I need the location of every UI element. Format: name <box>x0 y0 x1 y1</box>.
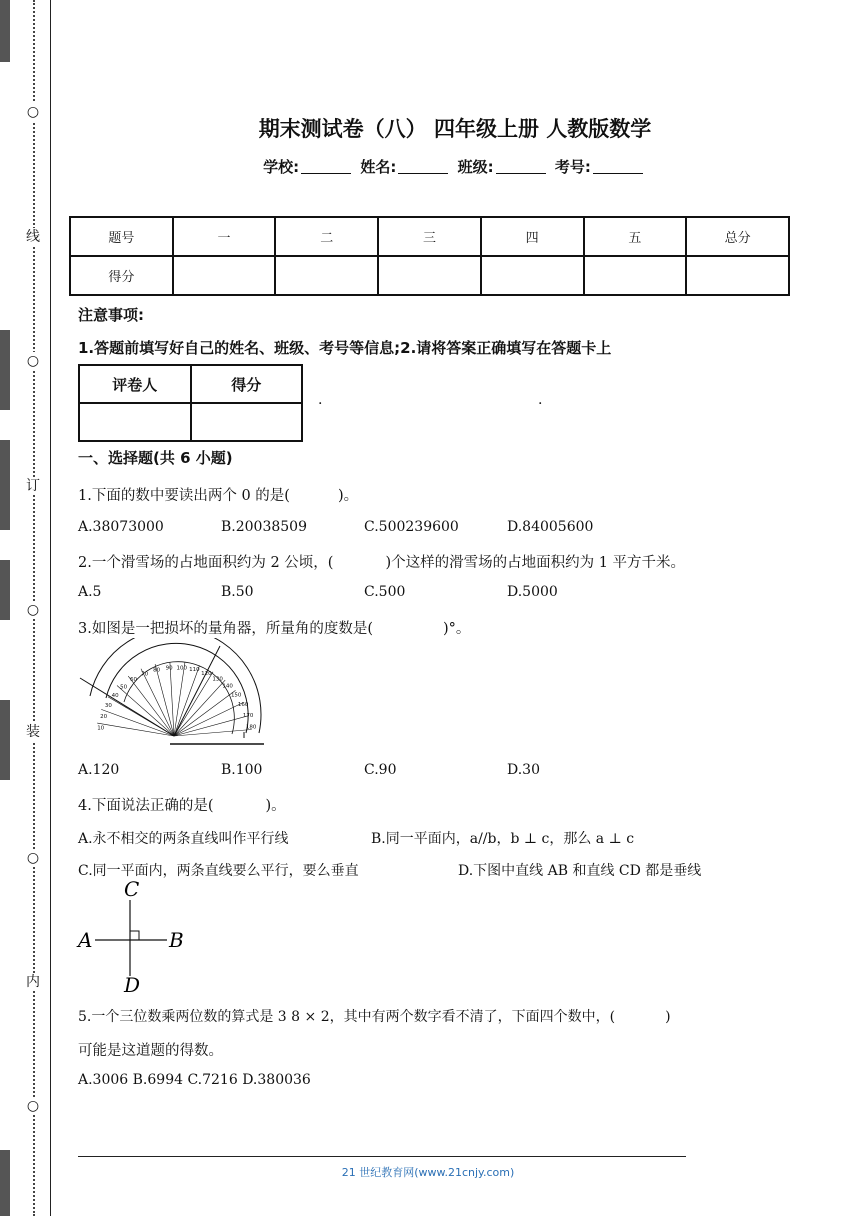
exam-number-blank[interactable] <box>593 159 643 174</box>
notes-heading: 注意事项: <box>78 306 144 324</box>
name-label: 姓名: <box>360 158 397 176</box>
score-header-cell: 总分 <box>686 217 789 256</box>
q2-option-a: A.5 <box>78 584 102 600</box>
score-header-cell: 一 <box>173 217 276 256</box>
perpendicular-lines-figure <box>76 878 192 996</box>
grader-header-cell: 评卷人 <box>79 365 191 403</box>
margin-circle: ○ <box>23 103 43 121</box>
score-cell[interactable] <box>584 256 687 295</box>
q4-option-b: B.同一平面内，a//b，b ⊥ c，那么 a ⊥ c <box>371 831 635 847</box>
label-b: B <box>169 928 184 952</box>
margin-bar <box>0 330 10 410</box>
protractor-ray <box>128 676 174 736</box>
score-cell[interactable] <box>686 256 789 295</box>
protractor-ray <box>174 690 236 736</box>
label-c: C <box>124 878 140 901</box>
protractor-tick-label: 40 <box>111 693 119 700</box>
question-stem: 3.如图是一把损坏的量角器，所量角的度数是( <box>78 621 373 637</box>
question-stem-end: )。 <box>337 488 359 504</box>
right-angle-mark <box>130 931 139 940</box>
grader-cell[interactable] <box>79 403 191 441</box>
margin-char-ding: 订 <box>23 477 43 495</box>
question-stem-end: )。 <box>265 798 286 814</box>
notes-text: 1.答题前填写好自己的姓名、班级、考号等信息;2.请将答案正确填写在答题卡上 <box>78 339 612 357</box>
protractor-tick-label: 140 <box>222 683 233 690</box>
protractor-tick-label: 160 <box>237 702 249 709</box>
q3-option-a: A.120 <box>78 762 120 778</box>
protractor-tick-label: 180 <box>245 724 257 731</box>
margin-char-nei: 内 <box>23 973 43 991</box>
q4-option-a: A.永不相交的两条直线叫作平行线 <box>78 831 289 847</box>
protractor-tick-label: 50 <box>120 684 128 691</box>
protractor-tick-label: 100 <box>176 665 188 672</box>
protractor-tick-label: 150 <box>230 692 242 699</box>
q1-option-b: B.20038509 <box>221 519 307 535</box>
q2-option-c: C.500 <box>364 584 406 600</box>
question-stem-end: ) <box>665 1009 671 1025</box>
margin-circle: ○ <box>23 601 43 619</box>
grader-table <box>78 364 303 442</box>
stray-dot: . <box>318 392 323 408</box>
margin-bar <box>0 440 10 530</box>
q5-options: A.3006 B.6994 C.7216 D.380036 <box>78 1072 311 1088</box>
score-table-score-row <box>70 256 789 295</box>
protractor-tick-label: 10 <box>97 725 105 732</box>
binding-margin <box>0 0 51 1216</box>
question-stem: 5.一个三位数乘两位数的算式是 3 8 × 2，其中有两个数字看不清了，下面四个数中，( <box>78 1009 616 1025</box>
q2-option-b: B.50 <box>221 584 254 600</box>
protractor-tick-label: 30 <box>104 703 112 709</box>
question-1 <box>78 484 358 505</box>
margin-char-xian: 线 <box>23 228 43 246</box>
score-cell[interactable] <box>378 256 481 295</box>
q4-option-d: D.下图中直线 AB 和直线 CD 都是垂线 <box>458 863 702 879</box>
question-stem: 1.下面的数中要读出两个 0 的是( <box>78 488 290 504</box>
protractor-ray <box>170 662 174 736</box>
score-table <box>69 216 790 296</box>
question-stem: 2.一个滑雪场的占地面积约为 2 公顷，( <box>78 555 334 571</box>
score-row-label: 得分 <box>70 256 173 295</box>
protractor-ray <box>117 686 174 737</box>
question-5-line-2: 可能是这道题的得数。 <box>78 1043 223 1059</box>
grader-cell[interactable] <box>191 403 303 441</box>
protractor-ray <box>174 680 225 736</box>
q1-option-d: D.84005600 <box>507 519 594 535</box>
protractor-ray <box>155 664 174 736</box>
name-blank[interactable] <box>398 159 448 174</box>
protractor-tick-label: 80 <box>153 667 161 674</box>
exam-title: 期末测试卷（八） 四年级上册 人教版数学 <box>258 117 652 141</box>
protractor-outer-arc <box>90 638 261 733</box>
student-info-line <box>50 156 860 177</box>
question-stem: 4.下面说法正确的是( <box>78 798 214 814</box>
school-label: 学校: <box>263 158 300 176</box>
label-a: A <box>78 928 93 952</box>
protractor-tick-label: 60 <box>130 677 137 683</box>
q3-option-b: B.100 <box>221 762 263 778</box>
exam-number-label: 考号: <box>554 158 591 176</box>
question-5 <box>78 1006 671 1026</box>
protractor-tick-label: 130 <box>212 676 223 683</box>
footer-source: 21 世纪教育网(www.21cnjy.com) <box>341 1166 515 1179</box>
margin-bar <box>0 1150 10 1216</box>
margin-circle: ○ <box>23 352 43 370</box>
margin-bar <box>0 700 10 780</box>
stray-dot: . <box>538 392 543 408</box>
question-4 <box>78 794 286 815</box>
question-stem-end: )°。 <box>443 621 471 637</box>
class-label: 班级: <box>457 158 494 176</box>
margin-bar <box>0 560 10 620</box>
margin-bar <box>0 0 10 62</box>
score-cell[interactable] <box>173 256 276 295</box>
q4-option-c: C.同一平面内，两条直线要么平行，要么垂直 <box>78 863 359 879</box>
grader-blank-row <box>79 403 302 441</box>
score-cell[interactable] <box>481 256 584 295</box>
question-stem-end: )个这样的滑雪场的占地面积约为 1 平方千米。 <box>385 555 686 571</box>
protractor-tick-label: 90 <box>165 665 173 672</box>
margin-circle: ○ <box>23 849 43 867</box>
margin-circle: ○ <box>23 1097 43 1115</box>
grader-header-cell: 得分 <box>191 365 303 403</box>
q2-option-d: D.5000 <box>507 584 558 600</box>
section-heading: 一、选择题(共 6 小题) <box>78 449 233 467</box>
q1-option-c: C.500239600 <box>364 519 459 535</box>
q3-option-c: C.90 <box>364 762 397 778</box>
question-2 <box>78 551 685 572</box>
class-blank[interactable] <box>496 159 546 174</box>
score-table-header-row <box>70 217 789 256</box>
score-header-cell: 题号 <box>70 217 173 256</box>
protractor-tick-label: 110 <box>189 667 200 674</box>
protractor-ray <box>97 723 174 736</box>
question-3 <box>78 617 470 638</box>
q1-option-a: A.38073000 <box>78 519 164 535</box>
protractor-tick-label: 120 <box>201 670 212 677</box>
school-blank[interactable] <box>301 159 351 174</box>
protractor-tick-label: 70 <box>141 671 149 678</box>
margin-char-zhuang: 装 <box>23 723 43 741</box>
score-header-cell: 三 <box>378 217 481 256</box>
protractor-tick-label: 20 <box>100 713 108 720</box>
protractor-tick-label: 170 <box>242 712 254 719</box>
score-header-cell: 五 <box>584 217 687 256</box>
grader-header-row <box>79 365 302 403</box>
label-d: D <box>124 973 141 996</box>
score-header-cell: 四 <box>481 217 584 256</box>
q3-option-d: D.30 <box>507 762 540 778</box>
score-cell[interactable] <box>275 256 378 295</box>
footer-rule <box>78 1156 686 1157</box>
broken-protractor-figure <box>76 638 268 748</box>
score-header-cell: 二 <box>275 217 378 256</box>
